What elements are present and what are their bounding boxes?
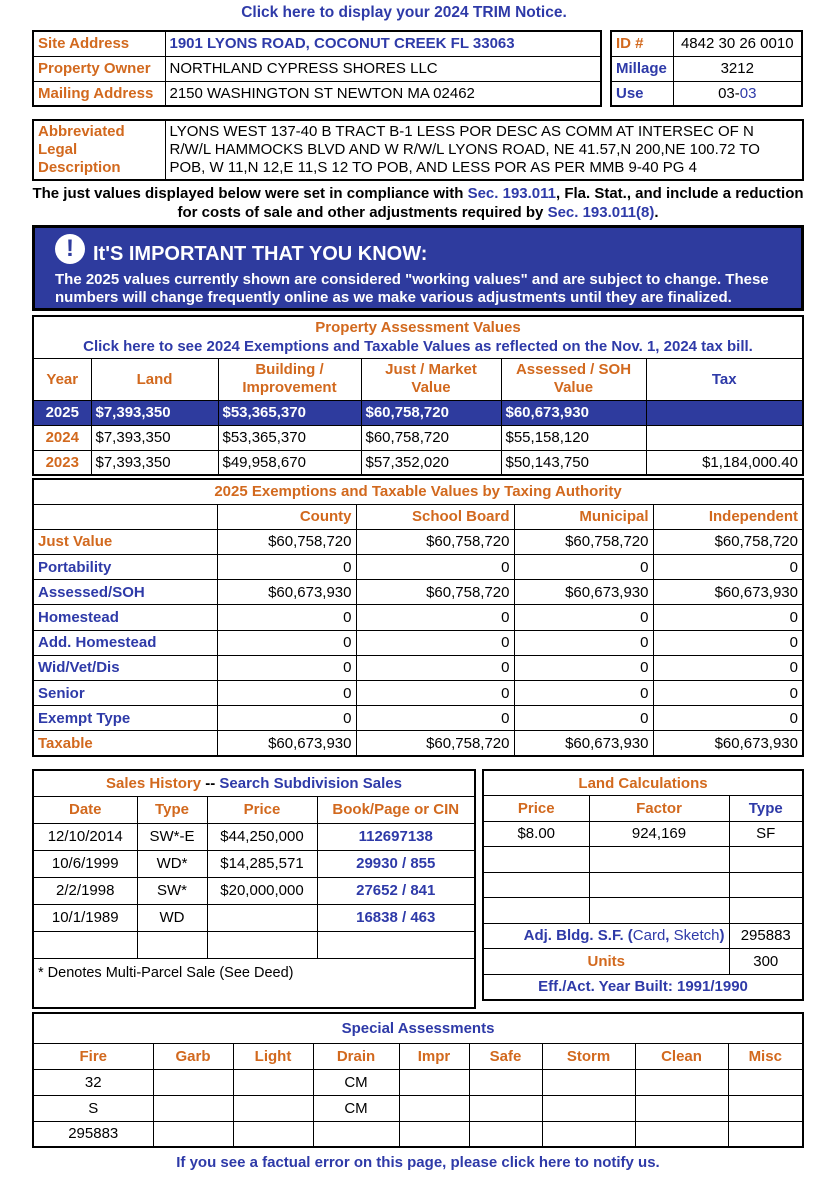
cell: 0: [514, 605, 653, 630]
col-land-type: Type: [729, 796, 803, 822]
sale-date: 10/1/1989: [33, 904, 137, 931]
cell: CM: [313, 1095, 399, 1121]
col-county: County: [217, 504, 356, 529]
table-row: [33, 425, 803, 450]
cell: 0: [356, 605, 514, 630]
land-calculations-table: [482, 769, 804, 1001]
legal-description-table: [32, 119, 804, 181]
cell: $60,758,720: [514, 529, 653, 554]
legal-label-line2: Legal: [38, 141, 78, 158]
land-price: [483, 898, 589, 924]
col-fire: Fire: [33, 1043, 153, 1069]
cell: [233, 1121, 313, 1147]
legal-label: [33, 120, 165, 180]
multi-parcel-note: * Denotes Multi-Parcel Sale (See Deed): [38, 964, 294, 981]
cell: [233, 1069, 313, 1095]
sketch-link[interactable]: Sketch: [673, 927, 720, 945]
sale-price: $20,000,000: [207, 877, 317, 904]
mailing-value: 2150 WASHINGTON ST NEWTON MA 02462: [165, 81, 601, 106]
book-page-link[interactable]: 16838 / 463: [317, 904, 475, 931]
cell: [728, 1095, 803, 1121]
cell: $60,758,720: [356, 731, 514, 756]
sales-title-row: [33, 770, 475, 796]
cell: [153, 1069, 233, 1095]
cell: 0: [217, 630, 356, 655]
adj-label-post: ): [719, 927, 725, 945]
table-row: [483, 821, 803, 847]
tax-cell: [646, 425, 803, 450]
exclamation-icon: !: [55, 234, 85, 264]
sales-history-table: [32, 769, 476, 1009]
id-label: ID #: [611, 31, 673, 56]
col-assessed-soh: Assessed / SOH Value: [501, 358, 646, 400]
cell: 0: [653, 681, 803, 706]
sale-type: WD: [137, 904, 207, 931]
col-impr: Impr: [399, 1043, 469, 1069]
land-price: $8.00: [483, 821, 589, 847]
just-values-notice: [32, 184, 804, 222]
table-row: [33, 630, 803, 655]
just-cell: $57,352,020: [361, 450, 501, 475]
year-cell: 2024: [33, 425, 91, 450]
row-label-taxable: Taxable: [33, 731, 217, 756]
col-factor: Factor: [589, 796, 729, 822]
table-row: [33, 555, 803, 580]
table-row: [33, 877, 475, 904]
cell: $60,673,930: [514, 731, 653, 756]
row-label-exempt-type[interactable]: Exempt Type: [33, 706, 217, 731]
cell: [469, 1121, 542, 1147]
year-cell: 2025: [33, 400, 91, 425]
cell: [728, 1069, 803, 1095]
row-label-assessed-soh[interactable]: Assessed/SOH: [33, 580, 217, 605]
owner-label: Property Owner: [33, 56, 165, 81]
cell: $60,673,930: [653, 731, 803, 756]
cell: 295883: [33, 1121, 153, 1147]
cell: 0: [217, 605, 356, 630]
id-table: [610, 30, 803, 107]
cell: $60,673,930: [217, 580, 356, 605]
table-row: [33, 605, 803, 630]
col-land: Land: [91, 358, 218, 400]
row-label-add-homestead[interactable]: Add. Homestead: [33, 630, 217, 655]
cell: 0: [356, 706, 514, 731]
land-price: [483, 872, 589, 898]
cell: [635, 1095, 728, 1121]
row-label-senior[interactable]: Senior: [33, 681, 217, 706]
adj-label-pre: Adj. Bldg. S.F. (: [523, 927, 633, 945]
table-row: [33, 681, 803, 706]
sale-date: 2/2/1998: [33, 877, 137, 904]
col-year: Year: [33, 358, 91, 400]
sale-date: 10/6/1999: [33, 850, 137, 877]
col-date: Date: [33, 796, 137, 823]
cell: 0: [653, 655, 803, 680]
table-row: [33, 850, 475, 877]
land-factor: [589, 898, 729, 924]
col-safe: Safe: [469, 1043, 542, 1069]
cell: [153, 1121, 233, 1147]
cell: S: [33, 1095, 153, 1121]
cell: 0: [217, 681, 356, 706]
cell: 0: [653, 555, 803, 580]
sale-type: SW*: [137, 877, 207, 904]
cell: $60,673,930: [217, 731, 356, 756]
cell: [469, 1095, 542, 1121]
sec-193-011-link[interactable]: Sec. 193.011: [467, 185, 556, 202]
row-label-just-value: Just Value: [33, 529, 217, 554]
legal-label-line3: Description: [38, 159, 121, 176]
table-row: [483, 898, 803, 924]
cell: 0: [356, 630, 514, 655]
cell: [728, 1121, 803, 1147]
sale-price: [207, 904, 317, 931]
table-row: [33, 400, 803, 425]
land-factor: [589, 847, 729, 873]
col-land-price: Price: [483, 796, 589, 822]
year-cell: 2023: [33, 450, 91, 475]
exemptions-title: 2025 Exemptions and Taxable Values by Taxing Authority: [33, 479, 803, 504]
cell: [469, 1069, 542, 1095]
sec-193-011-8-link[interactable]: Sec. 193.011(8): [547, 204, 655, 221]
exemptions-2024-link[interactable]: Click here to see 2024 Exemptions and Taxable Values as reflected on the Nov. 1, 2024 tax bill.: [83, 338, 753, 356]
site-info-table: [32, 30, 602, 107]
col-book-page: Book/Page or CIN: [317, 796, 475, 823]
cell: 0: [356, 555, 514, 580]
cell: 0: [514, 655, 653, 680]
col-municipal: Municipal: [514, 504, 653, 529]
cell: [635, 1121, 728, 1147]
building-cell: $49,958,670: [218, 450, 361, 475]
assessment-header: [33, 316, 803, 358]
table-row: [33, 580, 803, 605]
cell: 0: [653, 630, 803, 655]
search-subdivision-sales-link[interactable]: Search Subdivision Sales: [219, 774, 402, 792]
cell: 0: [356, 681, 514, 706]
land-cell: $7,393,350: [91, 450, 218, 475]
cell: [542, 1095, 635, 1121]
cell: 0: [217, 655, 356, 680]
units-value: 300: [729, 949, 803, 975]
cell: 0: [356, 655, 514, 680]
legal-text: LYONS WEST 137-40 B TRACT B-1 LESS POR DESC AS COMM AT INTERSEC OF N R/W/L HAMMOCKS BLVD AND W R/W/L LYONS ROAD, NE 41.57,N 200,NE 100.72 TO POB, W 11,N 12,E 11,S 12 TO POB, AND LESS POR AS PER MMB 9-40 PG 4: [165, 120, 803, 180]
cell: 0: [217, 555, 356, 580]
land-title: Land Calculations: [483, 770, 803, 796]
use-value: [673, 81, 802, 106]
millage-link[interactable]: Millage: [611, 56, 673, 81]
cell: [153, 1095, 233, 1121]
exempt-header-blank: [33, 504, 217, 529]
col-tax: Tax: [646, 358, 803, 400]
adj-bldg-sf-label: [483, 923, 729, 949]
table-row: [33, 1069, 803, 1095]
land-type: [729, 847, 803, 873]
important-banner: [32, 225, 804, 311]
tax-cell: [646, 400, 803, 425]
just-cell: $60,758,720: [361, 425, 501, 450]
report-error-link[interactable]: If you see a factual error on this page, please click here to notify us.: [176, 1154, 660, 1171]
use-code-link[interactable]: 03: [739, 84, 757, 102]
land-type: [729, 898, 803, 924]
cell: $60,758,720: [356, 529, 514, 554]
cell: $60,758,720: [217, 529, 356, 554]
just-cell: $60,758,720: [361, 400, 501, 425]
col-light: Light: [233, 1043, 313, 1069]
eff-year-built: Eff./Act. Year Built: 1991/1990: [483, 974, 803, 1000]
col-storm: Storm: [542, 1043, 635, 1069]
just-notice-text2: , Fla. Stat., and include a reduction for costs of sale and other adjustments required by: [177, 185, 804, 221]
col-school-board: School Board: [356, 504, 514, 529]
table-row: [33, 731, 803, 756]
col-price: Price: [207, 796, 317, 823]
row-label-wid-vet-dis[interactable]: Wid/Vet/Dis: [33, 655, 217, 680]
cell: $60,758,720: [653, 529, 803, 554]
col-garb: Garb: [153, 1043, 233, 1069]
cell: [635, 1069, 728, 1095]
col-just-market: Just / Market Value: [361, 358, 501, 400]
site-address-link[interactable]: 1901 LYONS ROAD, COCONUT CREEK FL 33063: [165, 31, 601, 56]
legal-label-line1: Abbreviated: [38, 123, 125, 140]
cell: [542, 1121, 635, 1147]
millage-value: 3212: [673, 56, 802, 81]
units-label: Units: [483, 949, 729, 975]
table-row: [33, 1121, 803, 1147]
special-assessments-table: [32, 1012, 804, 1148]
assessed-cell: $60,673,930: [501, 400, 646, 425]
cell: 0: [514, 630, 653, 655]
just-notice-text1: The just values displayed below were set in compliance with: [32, 185, 468, 202]
assessment-title: Property Assessment Values: [315, 319, 521, 337]
cell: 32: [33, 1069, 153, 1095]
cell: [233, 1095, 313, 1121]
table-row: [33, 655, 803, 680]
cell: 0: [514, 555, 653, 580]
tax-cell: $1,184,000.40: [646, 450, 803, 475]
land-type: SF: [729, 821, 803, 847]
table-row: [483, 872, 803, 898]
table-row: [33, 1095, 803, 1121]
table-row: [33, 529, 803, 554]
col-type: Type: [137, 796, 207, 823]
cell: 0: [217, 706, 356, 731]
important-title: It'S IMPORTANT THAT YOU KNOW:: [93, 243, 428, 265]
use-prefix: 03-: [718, 84, 740, 102]
sales-title: Sales History: [106, 774, 202, 792]
cell: $60,673,930: [653, 580, 803, 605]
id-value: 4842 30 26 0010: [673, 31, 802, 56]
just-notice-text3: .: [654, 204, 659, 221]
table-row: [33, 706, 803, 731]
cell: 0: [514, 706, 653, 731]
sale-date: 12/10/2014: [33, 823, 137, 850]
adj-comma: ,: [665, 927, 674, 945]
col-building: Building / Improvement: [218, 358, 361, 400]
building-cell: $53,365,370: [218, 425, 361, 450]
owner-value: NORTHLAND CYPRESS SHORES LLC: [165, 56, 601, 81]
row-label-portability[interactable]: Portability: [33, 555, 217, 580]
assessed-cell: $55,158,120: [501, 425, 646, 450]
sale-type: WD*: [137, 850, 207, 877]
use-link[interactable]: Use: [611, 81, 673, 106]
adj-bldg-sf-value: 295883: [729, 923, 803, 949]
table-row: [33, 823, 475, 850]
land-cell: $7,393,350: [91, 400, 218, 425]
sale-type: SW*-E: [137, 823, 207, 850]
cell: [542, 1069, 635, 1095]
trim-notice-link[interactable]: Click here to display your 2024 TRIM Notice.: [241, 4, 567, 21]
card-link[interactable]: Card: [632, 927, 666, 945]
cell: [399, 1069, 469, 1095]
site-address-label: Site Address: [33, 31, 165, 56]
book-page-cell: [317, 931, 475, 958]
cell: [399, 1095, 469, 1121]
land-factor: 924,169: [589, 821, 729, 847]
book-page-link[interactable]: 112697138: [317, 823, 475, 850]
building-cell: $53,365,370: [218, 400, 361, 425]
land-price: [483, 847, 589, 873]
col-misc: Misc: [728, 1043, 803, 1069]
sale-price: $44,250,000: [207, 823, 317, 850]
mailing-label: Mailing Address: [33, 81, 165, 106]
land-factor: [589, 872, 729, 898]
cell: $60,673,930: [514, 580, 653, 605]
assessment-table: [32, 315, 804, 476]
cell: 0: [653, 605, 803, 630]
cell: 0: [653, 706, 803, 731]
land-cell: $7,393,350: [91, 425, 218, 450]
table-row: [33, 904, 475, 931]
special-assessments-title: Special Assessments: [33, 1013, 803, 1043]
sale-price: $14,285,571: [207, 850, 317, 877]
cell: [313, 1121, 399, 1147]
land-type: [729, 872, 803, 898]
cell: CM: [313, 1069, 399, 1095]
sale-type: [137, 931, 207, 958]
cell: 0: [514, 681, 653, 706]
table-row: [483, 847, 803, 873]
row-label-homestead[interactable]: Homestead: [33, 605, 217, 630]
col-drain: Drain: [313, 1043, 399, 1069]
col-clean: Clean: [635, 1043, 728, 1069]
exemptions-table: [32, 478, 804, 757]
cell: $60,758,720: [356, 580, 514, 605]
sale-price: [207, 931, 317, 958]
book-page-link[interactable]: 29930 / 855: [317, 850, 475, 877]
book-page-link[interactable]: 27652 / 841: [317, 877, 475, 904]
table-row: [33, 450, 803, 475]
sales-sep: --: [201, 774, 220, 792]
col-independent: Independent: [653, 504, 803, 529]
cell: [399, 1121, 469, 1147]
sale-date: [33, 931, 137, 958]
table-row: [33, 931, 475, 958]
assessed-cell: $50,143,750: [501, 450, 646, 475]
important-text: The 2025 values currently shown are considered "working values" and are subject to change. These numbers will change frequently online as we make various adjustments until they are finalized.: [55, 271, 769, 306]
